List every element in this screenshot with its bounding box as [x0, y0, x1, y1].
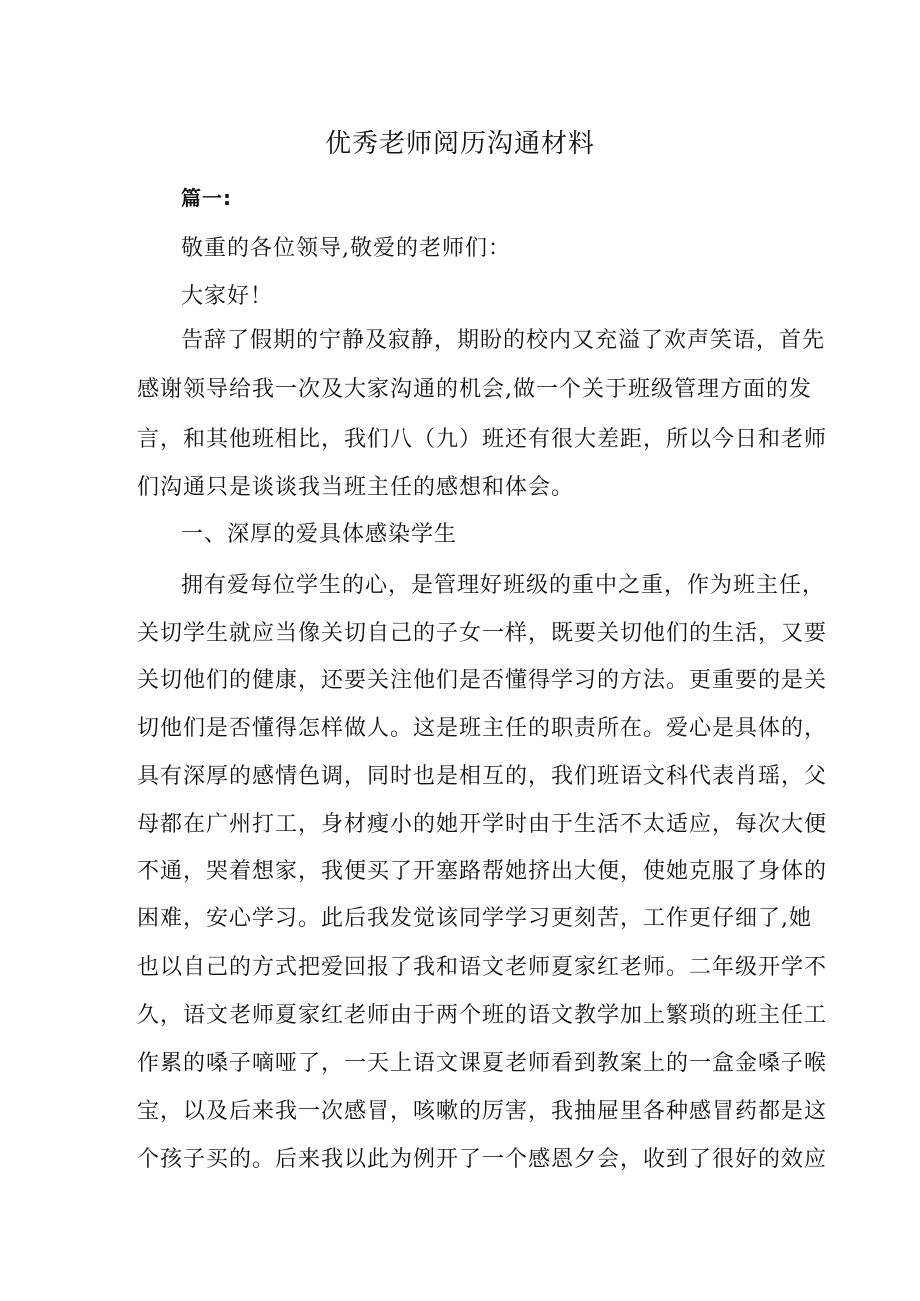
- body-line: 关切学生就应当像关切自己的子女一样，既要关切他们的生活，又要: [137, 621, 828, 646]
- body-line: 不通，哭着想家，我便买了开塞路帮她挤出大便，使她克服了身体的: [137, 859, 828, 884]
- body-line: 久，语文老师夏家红老师由于两个班的语文教学加上繁琐的班主任工: [137, 1003, 828, 1028]
- section-label: 篇一:: [181, 186, 232, 210]
- body-line: 个孩子买的。后来我以此为例开了一个感恩夕会，收到了很好的效应: [137, 1147, 828, 1172]
- body-line: 母都在广州打工，身材瘦小的她开学时由于生活不太适应，每次大便: [137, 812, 828, 837]
- body-line: 拥有爱每位学生的心，是管理好班级的重中之重，作为班主任，: [181, 573, 826, 598]
- greeting-line: 大家好！: [181, 284, 274, 309]
- salutation-line: 敬重的各位领导,敬爱的老师们：: [181, 236, 511, 261]
- intro-line: 感谢领导给我一次及大家沟通的机会,做一个关于班级管理方面的发: [137, 377, 812, 402]
- body-line: 具有深厚的感情色调，同时也是相互的，我们班语文科代表肖瑶，父: [137, 764, 828, 789]
- subheading: 一、深厚的爱具体感染学生: [181, 522, 458, 547]
- intro-line: 言，和其他班相比，我们八（九）班还有很大差距，所以今日和老师: [137, 427, 828, 452]
- intro-line: 们沟通只是谈谈我当班主任的感想和体会。: [137, 475, 575, 500]
- body-line: 关切他们的健康，还要关注他们是否懂得学习的方法。更重要的是关: [137, 668, 828, 693]
- body-line: 作累的嗓子嘀哑了，一天上语文课夏老师看到教案上的一盒金嗓子喉: [137, 1051, 828, 1076]
- intro-line: 告辞了假期的宁静及寂静，期盼的校内又充溢了欢声笑语，首先: [181, 328, 826, 353]
- body-line: 困难，安心学习。此后我发觉该同学学习更刻苦，工作更仔细了,她: [137, 906, 812, 931]
- body-line: 也以自己的方式把爱回报了我和语文老师夏家红老师。二年级开学不: [137, 955, 828, 980]
- body-line: 宝，以及后来我一次感冒，咳嗽的厉害，我抽屉里各种感冒药都是这: [137, 1099, 828, 1124]
- body-line: 切他们是否懂得怎样做人。这是班主任的职责所在。爱心是具体的，: [137, 716, 828, 741]
- document-title: 优秀老师阅历沟通材料: [324, 129, 595, 159]
